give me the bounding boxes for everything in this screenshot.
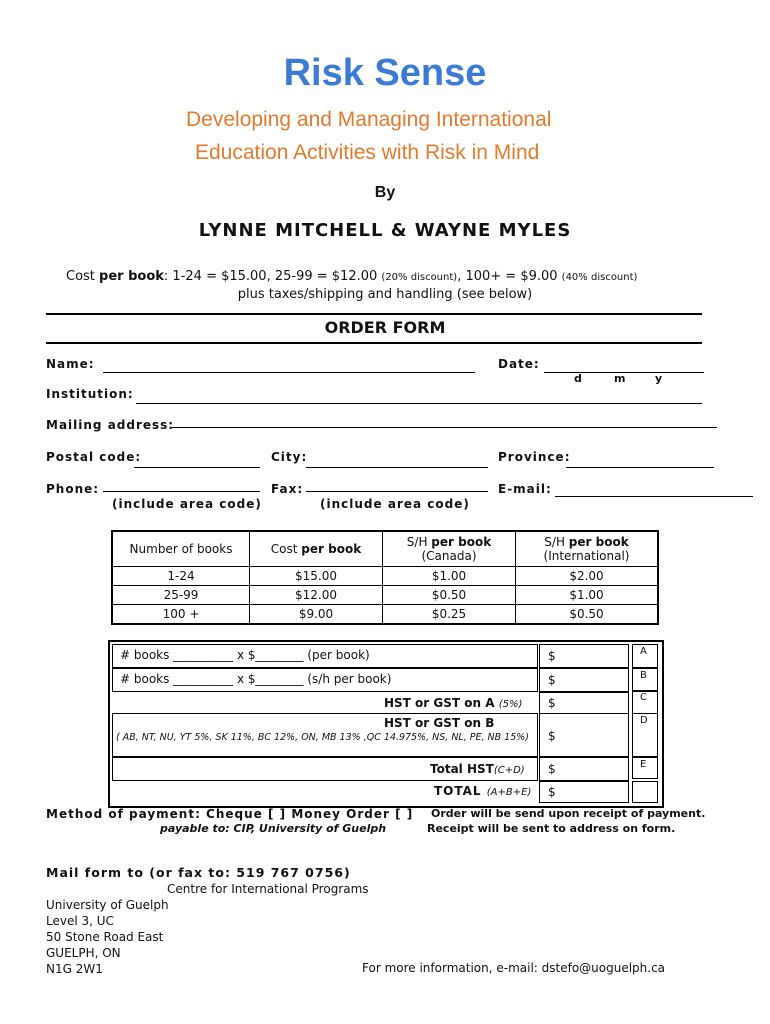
cost-per-book: per book <box>99 269 164 284</box>
table-row <box>112 586 658 605</box>
table-row <box>112 605 658 625</box>
cell: $0.50 <box>383 586 516 605</box>
letter-c: C <box>640 692 647 703</box>
cell: $2.00 <box>516 567 659 586</box>
dollar-sign: $ <box>548 649 556 663</box>
cell: $12.00 <box>250 586 383 605</box>
price-table <box>111 530 659 625</box>
mail-heading: Mail form to (or fax to: 519 767 0756) <box>46 865 351 880</box>
institution-label: Institution: <box>46 387 134 401</box>
cost-ranges: : 1-24 = $15.00, 25-99 = $12.00 <box>163 269 378 284</box>
mail-line5: GUELPH, ON <box>46 946 121 960</box>
date-label: Date: <box>498 357 540 371</box>
city-field[interactable] <box>306 467 488 468</box>
letter-a: A <box>640 646 647 657</box>
subtitle-line2: Education Activities with Risk in Mind <box>195 141 540 164</box>
name-field[interactable] <box>103 372 475 373</box>
cost-disc20: (20% discount) <box>381 272 458 283</box>
order-note: Order will be send upon receipt of payment. <box>431 807 706 820</box>
table-row <box>112 567 658 586</box>
subtitle-line1: Developing and Managing International <box>186 108 552 131</box>
email-label: E-mail: <box>498 482 552 496</box>
cell: $9.00 <box>250 605 383 625</box>
total-hst-label: Total HST(C+D) <box>430 762 525 776</box>
letter-b: B <box>640 670 647 681</box>
cost-mid: , 100+ = $9.00 <box>457 269 558 284</box>
price-table-header <box>112 531 658 567</box>
hst-b-note: ( AB, NT, NU, YT 5%, SK 11%, BC 12%, ON, MB 13% ,QC 14.975%, NS, NL, PE, NB 15%) <box>116 732 529 743</box>
cell: $1.00 <box>383 567 516 586</box>
province-field[interactable] <box>566 467 714 468</box>
mail-line2: University of Guelph <box>46 898 169 912</box>
dollar-sign: $ <box>548 673 556 687</box>
hst-a-label: HST or GST on A (5%) <box>384 696 523 710</box>
letter-e: E <box>640 759 647 770</box>
date-m: m <box>614 372 626 385</box>
phone-field[interactable] <box>103 491 260 492</box>
dollar-sign: $ <box>548 762 556 776</box>
fax-field[interactable] <box>306 491 488 492</box>
payment-method: Method of payment: Cheque [ ] Money Order [ ] <box>46 807 414 821</box>
mailing-label: Mailing address: <box>46 418 175 432</box>
province-label: Province: <box>498 450 571 464</box>
fax-area-note: (include area code) <box>320 497 470 511</box>
hst-b-label: HST or GST on B <box>384 716 495 730</box>
cell: $1.00 <box>516 586 659 605</box>
authors: LYNNE MITCHELL & WAYNE MYLES <box>198 220 572 241</box>
city-label: City: <box>271 450 308 464</box>
date-y: y <box>655 372 663 385</box>
letter-box-total <box>632 781 658 803</box>
mailing-field[interactable] <box>172 427 717 428</box>
payable-to: payable to: CIP, University of Guelph <box>160 822 387 835</box>
cell: $0.50 <box>516 605 659 625</box>
by-label: By <box>374 184 396 201</box>
receipt-note: Receipt will be sent to address on form. <box>427 822 676 835</box>
cell: 1-24 <box>112 567 250 586</box>
postal-label: Postal code: <box>46 450 142 464</box>
header-cost: Cost per book <box>250 531 383 567</box>
cost-disc40: (40% discount) <box>561 272 638 283</box>
dollar-sign: $ <box>548 729 556 743</box>
info-email: For more information, e-mail: dstefo@uoguelph.ca <box>362 961 666 975</box>
total-label: TOTAL (A+B+E) <box>434 784 532 798</box>
cell: 100 + <box>112 605 250 625</box>
cell: $15.00 <box>250 567 383 586</box>
header-number-of-books: Number of books <box>112 531 250 567</box>
cell: 25-99 <box>112 586 250 605</box>
mail-line4: 50 Stone Road East <box>46 930 164 944</box>
letter-d: D <box>640 715 648 726</box>
cost-prefix: Cost <box>66 269 95 284</box>
cost-line <box>66 269 637 284</box>
cost-line2: plus taxes/shipping and handling (see below) <box>237 287 533 302</box>
divider-bottom <box>46 342 702 344</box>
date-d: d <box>574 372 582 385</box>
email-field[interactable] <box>555 496 753 497</box>
mail-line1: Centre for International Programs <box>167 882 369 896</box>
calc-row-b-text: # books __________ x $________ (s/h per book) <box>120 672 392 686</box>
phone-label: Phone: <box>46 482 100 496</box>
postal-field[interactable] <box>134 467 260 468</box>
dollar-sign: $ <box>548 696 556 710</box>
calc-row-a-text: # books __________ x $________ (per book) <box>120 648 370 662</box>
order-form-heading: ORDER FORM <box>324 318 446 337</box>
institution-field[interactable] <box>136 403 702 404</box>
mail-line6: N1G 2W1 <box>46 962 103 976</box>
header-sh-international: S/H per book (International) <box>516 531 659 567</box>
divider-top <box>46 313 702 315</box>
header-sh-canada: S/H per book (Canada) <box>383 531 516 567</box>
cell: $0.25 <box>383 605 516 625</box>
mail-line3: Level 3, UC <box>46 914 114 928</box>
name-label: Name: <box>46 357 95 371</box>
document-title: Risk Sense <box>283 52 487 94</box>
phone-area-note: (include area code) <box>112 497 262 511</box>
fax-label: Fax: <box>271 482 304 496</box>
dollar-sign: $ <box>548 785 556 799</box>
